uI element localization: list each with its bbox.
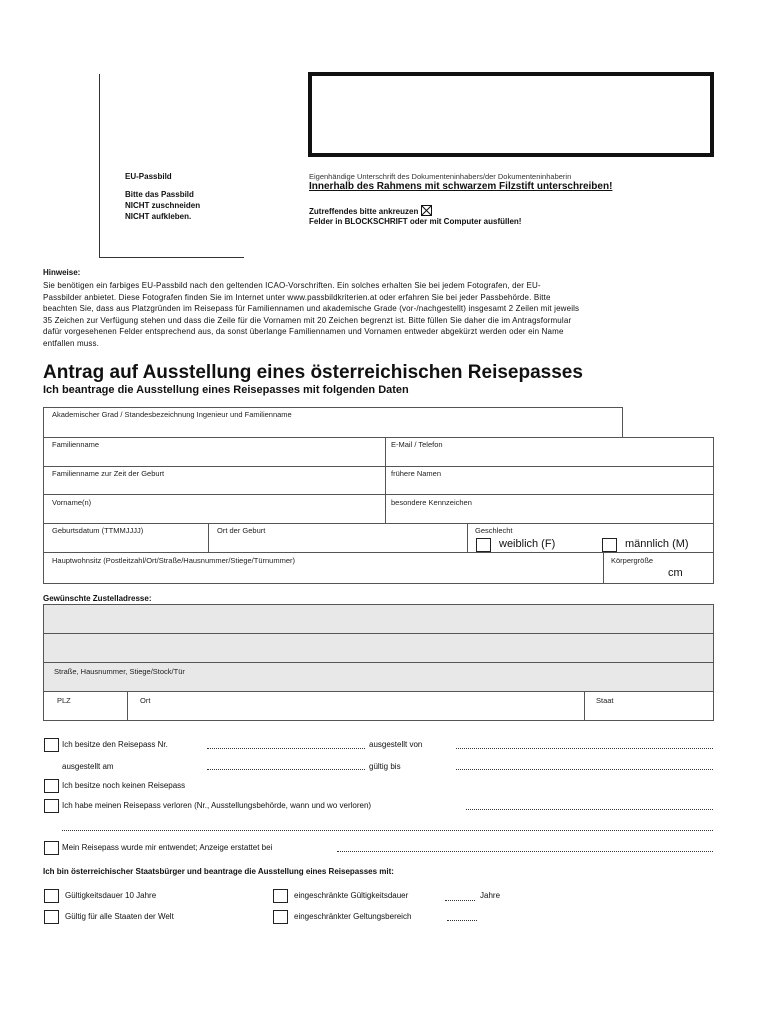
photo-frame-bottom (99, 257, 244, 258)
all-states-checkbox[interactable] (44, 910, 59, 924)
limited-years-line[interactable] (445, 900, 475, 901)
hints-line-2: Passbilder anbietet. Diese Fotografen finden Sie im Internet unter www.passbildkriterien.at oder erfahren Sie bei jeder Passbehörde. Bitte (43, 292, 551, 302)
valid-until-label: gültig bis (369, 762, 401, 771)
stolen-passport-checkbox[interactable] (44, 841, 59, 855)
female-checkbox[interactable] (476, 538, 491, 552)
valid10-label: Gültigkeitsdauer 10 Jahre (65, 891, 157, 900)
signature-frame[interactable] (308, 72, 714, 157)
male-label: männlich (M) (625, 538, 689, 550)
valid-until-line[interactable] (456, 769, 713, 770)
stolen-passport-label: Mein Reisepass wurde mir entwendet; Anzeige erstattet bei (62, 843, 273, 852)
have-passport-label: Ich besitze den Reisepass Nr. (62, 740, 168, 749)
hints-heading: Hinweise: (43, 268, 81, 277)
citizen-heading: Ich bin österreichischer Staatsbürger und beantrage die Ausstellung eines Reisepasses mit: (43, 867, 394, 876)
dob-label: Geburtsdatum (TTMMJJJJ) (52, 526, 144, 535)
height-unit: cm (668, 567, 683, 579)
lost-passport-checkbox[interactable] (44, 799, 59, 813)
female-label: weiblich (F) (499, 538, 556, 550)
lost-passport-label: Ich habe meinen Reisepass verloren (Nr., Ausstellungsbehörde, wann und wo verloren) (62, 801, 372, 810)
first-names-field[interactable] (43, 494, 386, 524)
stolen-authority-line[interactable] (337, 851, 713, 852)
residence-label: Hauptwohnsitz (Postleitzahl/Ort/Straße/Hausnummer/Stiege/Türnummer) (52, 556, 296, 565)
check-note (309, 205, 432, 216)
check-note-text: Zutreffendes bitte ankreuzen (309, 207, 419, 216)
hints-line-5: dafür vorgesehenen Felder entsprechend aus, da sonst überlange Familiennamen und Vornamen entweder abgekürzt werden oder ein Name (43, 327, 564, 336)
pob-label: Ort der Geburt (217, 526, 266, 535)
sex-label: Geschlecht (475, 526, 513, 535)
delivery-heading: Gewünschte Zustelladresse: (43, 594, 152, 603)
all-states-label: Gültig für alle Staaten der Welt (65, 912, 174, 921)
features-label: besondere Kennzeichen (391, 498, 472, 507)
hints-line-1: Sie benötigen ein farbiges EU-Passbild nach den geltenden ICAO-Vorschriften. Ein solches erhalten Sie bei jedem Fotografen, der EU- (43, 281, 541, 290)
page-subtitle: Ich beantrage die Ausstellung eines Reisepasses mit folgenden Daten (43, 384, 409, 396)
caps-note: Felder in BLOCKSCHRIFT oder mit Computer ausfüllen! (309, 217, 522, 226)
delivery-plz-field[interactable] (43, 691, 128, 721)
issued-by-label: ausgestellt von (369, 740, 423, 749)
photo-instruction-2: NICHT zuschneiden (125, 201, 201, 210)
lost-details-line-1[interactable] (466, 809, 713, 810)
page-title: Antrag auf Ausstellung eines österreichischen Reisepasses (43, 362, 583, 383)
have-passport-checkbox[interactable] (44, 738, 59, 752)
hints-line-6: entfallen muss. (43, 338, 100, 348)
former-names-label: frühere Namen (391, 469, 442, 478)
limited-area-checkbox[interactable] (273, 910, 288, 924)
signature-caption: Eigenhändige Unterschrift des Dokumenteninhabers/der Dokumenteninhaberin (309, 172, 572, 181)
limited-area-line[interactable] (447, 920, 477, 921)
years-label: Jahre (480, 891, 501, 900)
crossed-box-icon (421, 205, 432, 216)
hints-body (43, 280, 727, 349)
valid10-checkbox[interactable] (44, 889, 59, 903)
photo-frame-left (99, 74, 100, 257)
academic-label: Akademischer Grad / Standesbezeichnung Ingenieur und Familienname (52, 410, 292, 419)
delivery-plz-label: PLZ (57, 696, 71, 705)
limited-validity-label: eingeschränkte Gültigkeitsdauer (294, 891, 409, 900)
limited-area-label: eingeschränkter Geltungsbereich (294, 912, 412, 921)
lost-details-line-2[interactable] (62, 830, 713, 831)
email-label: E-Mail / Telefon (391, 440, 443, 449)
delivery-line-2[interactable] (43, 633, 714, 663)
delivery-line-1[interactable] (43, 604, 714, 634)
no-passport-checkbox[interactable] (44, 779, 59, 793)
no-passport-label: Ich besitze noch keinen Reisepass (62, 781, 186, 790)
delivery-country-label: Staat (596, 696, 614, 705)
signature-instruction: Innerhalb des Rahmens mit schwarzem Filzstift unterschreiben! (309, 181, 613, 192)
delivery-place-label: Ort (140, 696, 151, 705)
issued-on-label: ausgestellt am (62, 762, 114, 771)
height-label: Körpergröße (611, 556, 654, 565)
delivery-street-label: Straße, Hausnummer, Stiege/Stock/Tür (54, 667, 185, 676)
issued-on-line[interactable] (207, 769, 365, 770)
surname-birth-label: Familienname zur Zeit der Geburt (52, 469, 165, 478)
surname-label: Familienname (52, 440, 100, 449)
delivery-place-field[interactable] (127, 691, 585, 721)
photo-instruction-3: NICHT aufkleben. (125, 212, 192, 221)
limited-validity-checkbox[interactable] (273, 889, 288, 903)
first-names-label: Vorname(n) (52, 498, 92, 507)
hints-line-4: 35 Zeichen zur Verfügung stehen und dass die Zeile für die Vornamen mit 20 Zeichen begrenzt ist. Bitte füllen Sie daher die im Antragsformular (43, 315, 572, 325)
photo-title: EU-Passbild (125, 172, 172, 181)
passport-number-line[interactable] (207, 748, 365, 749)
photo-instruction-1: Bitte das Passbild (125, 190, 194, 199)
issued-by-line[interactable] (456, 748, 713, 749)
male-checkbox[interactable] (602, 538, 617, 552)
hints-line-3: beachten Sie, dass aus Platzgründen im Reisepass für Familiennamen und akademische Grade (vor-/nachgestellt) insgesamt 2 Zeilen mit jeweils (43, 304, 580, 313)
